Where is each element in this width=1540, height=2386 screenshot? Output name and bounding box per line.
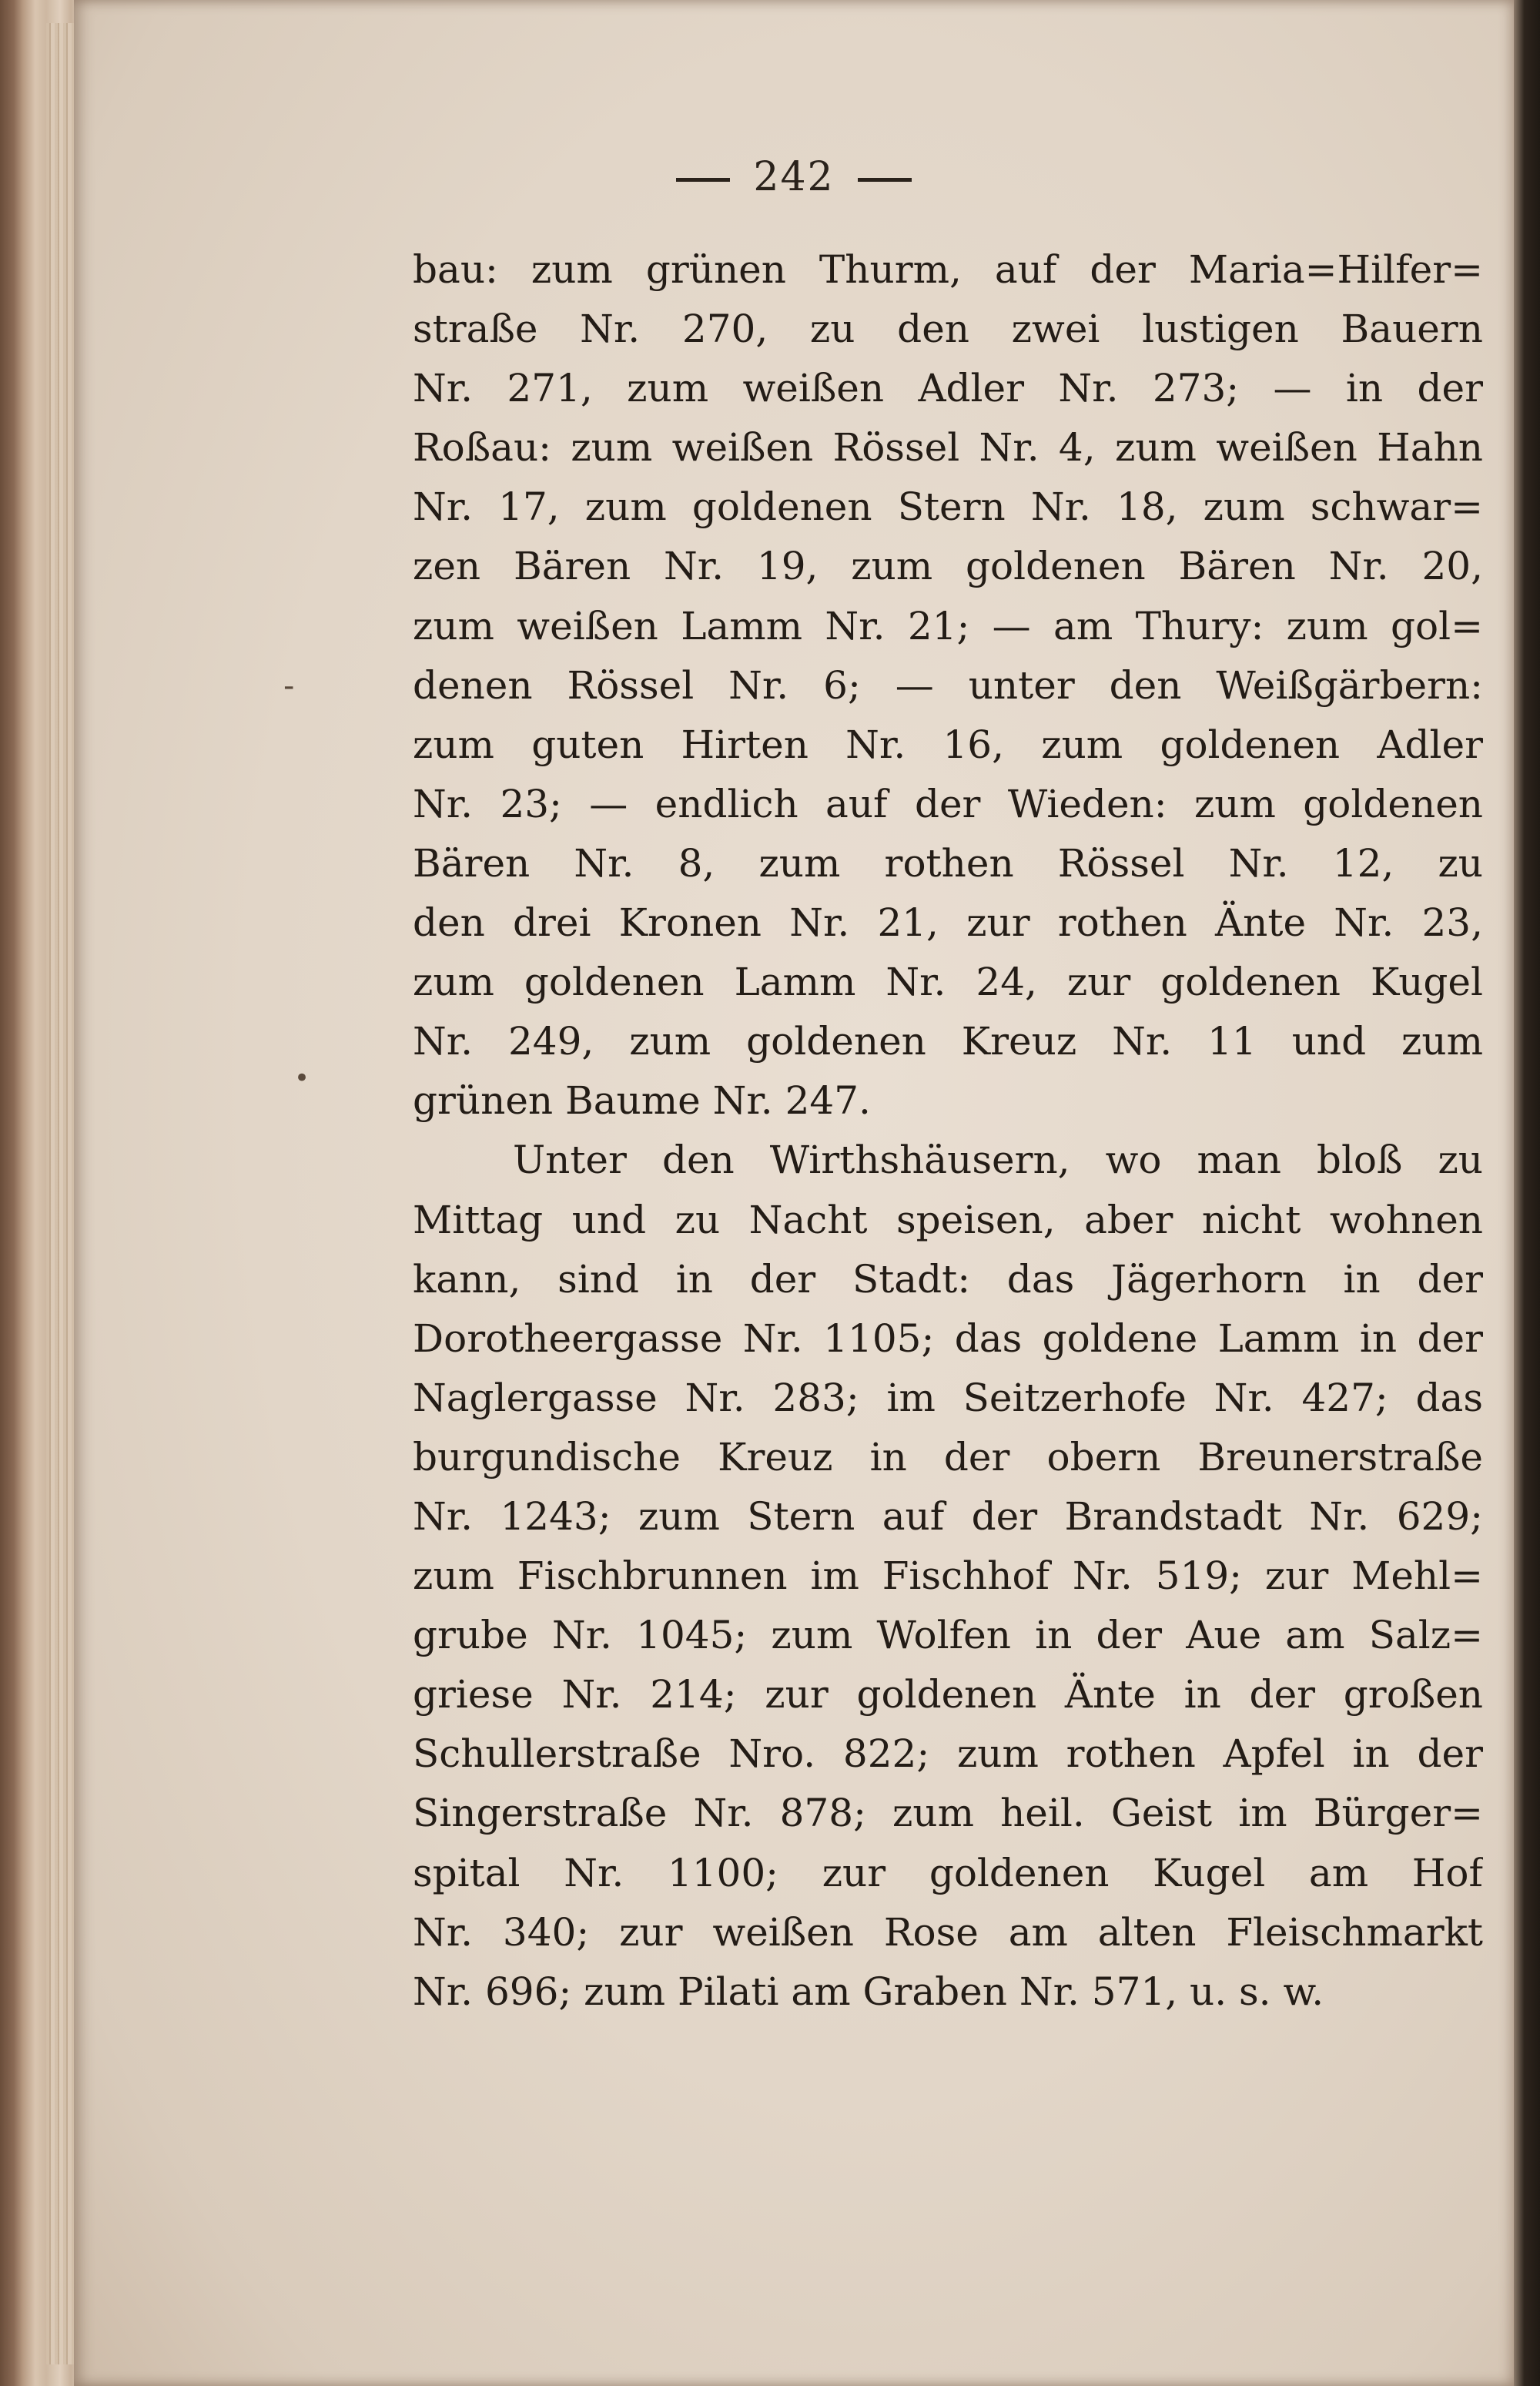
- text-line: Dorotheergasse Nr. 1105; das goldene Lamm in der: [413, 1315, 1483, 1361]
- text-line: Mittag und zu Nacht speisen, aber nicht wohnen: [413, 1197, 1483, 1242]
- text-line: zum guten Hirten Nr. 16, zum goldenen Adler: [413, 722, 1483, 767]
- text-line: Bären Nr. 8, zum rothen Rössel Nr. 12, zu: [413, 840, 1483, 886]
- text-line-paragraph-start: Unter den Wirthshäusern, wo man bloß zu: [513, 1138, 1483, 1183]
- text-line-paragraph-end: grünen Baume Nr. 247.: [413, 1078, 871, 1124]
- text-line: Singerstraße Nr. 878; zum heil. Geist im Bürger=: [413, 1791, 1483, 1836]
- text-line: Nr. 1243; zum Stern auf der Brandstadt Nr. 629;: [413, 1493, 1483, 1539]
- text-line: den drei Kronen Nr. 21, zur rothen Änte Nr. 23,: [413, 900, 1483, 946]
- text-line: straße Nr. 270, zu den zwei lustigen Bauern: [413, 307, 1483, 352]
- text-line: Nr. 249, zum goldenen Kreuz Nr. 11 und zum: [413, 1019, 1483, 1064]
- text-line: zum goldenen Lamm Nr. 24, zur goldenen Kugel: [413, 960, 1483, 1005]
- text-line: zen Bären Nr. 19, zum goldenen Bären Nr. 20,: [413, 544, 1483, 589]
- text-line: bau: zum grünen Thurm, auf der Maria=Hilfer=: [413, 247, 1483, 292]
- right-page-edge: [1514, 0, 1540, 2386]
- text-line: spital Nr. 1100; zur goldenen Kugel am Hof: [413, 1850, 1483, 1895]
- text-line: denen Rössel Nr. 6; — unter den Weißgärbern:: [413, 662, 1483, 708]
- page-number: 242: [753, 154, 835, 200]
- text-line: kann, sind in der Stadt: das Jägerhorn in der: [413, 1256, 1483, 1302]
- text-line: Roßau: zum weißen Rössel Nr. 4, zum weißen Hahn: [413, 425, 1483, 471]
- margin-dash-mark: -: [283, 669, 295, 704]
- page-header: [74, 154, 1514, 200]
- text-line: griese Nr. 214; zur goldenen Änte in der großen: [413, 1672, 1483, 1717]
- text-line: Nr. 23; — endlich auf der Wieden: zum goldenen: [413, 781, 1483, 826]
- book-page: [74, 0, 1514, 2386]
- text-line: Nr. 340; zur weißen Rose am alten Fleischmarkt: [413, 1909, 1483, 1955]
- text-line: zum weißen Lamm Nr. 21; — am Thury: zum gol=: [413, 603, 1483, 648]
- text-line-paragraph-end: Nr. 696; zum Pilati am Graben Nr. 571, u. s. w.: [413, 1969, 1324, 2014]
- text-line: Naglergasse Nr. 283; im Seitzerhofe Nr. 427; das: [413, 1375, 1483, 1420]
- text-line: Nr. 271, zum weißen Adler Nr. 273; — in der: [413, 366, 1483, 411]
- text-line: grube Nr. 1045; zum Wolfen in der Aue am Salz=: [413, 1613, 1483, 1658]
- header-dash-right: [858, 178, 912, 182]
- margin-dot-mark: •: [294, 1063, 310, 1094]
- text-line: Schullerstraße Nro. 822; zum rothen Apfel in der: [413, 1731, 1483, 1777]
- text-line: burgundische Kreuz in der obern Breunerstraße: [413, 1434, 1483, 1480]
- page-stack-edge: [46, 23, 74, 2364]
- text-line: Nr. 17, zum goldenen Stern Nr. 18, zum schwar=: [413, 484, 1483, 530]
- text-line: zum Fischbrunnen im Fischhof Nr. 519; zur Mehl=: [413, 1553, 1483, 1599]
- header-dash-left: [676, 178, 730, 182]
- body-text: [413, 240, 1483, 2022]
